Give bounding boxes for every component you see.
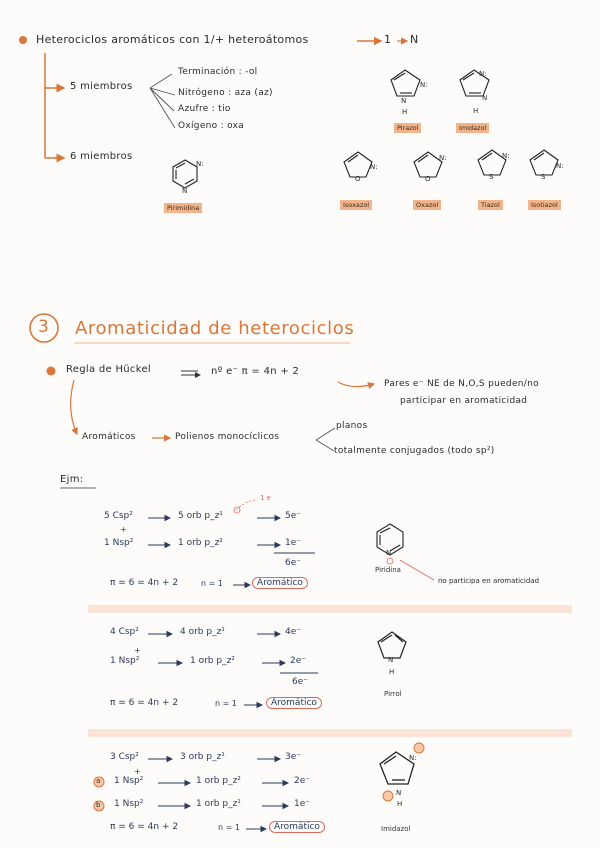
brace <box>316 428 335 451</box>
arrow <box>71 380 77 434</box>
isoxazol-structure <box>344 152 372 177</box>
ex3-line3c: 1e⁻ <box>294 799 311 809</box>
atom-label: N: <box>420 81 428 89</box>
atom-label: N: <box>370 163 378 171</box>
molecule-tag: Tiazol <box>478 200 503 210</box>
ex1-molecule-name: Piridina <box>375 566 401 574</box>
atom-label: N: <box>502 152 510 160</box>
planos-label: planos <box>336 421 368 431</box>
tree-branch <box>45 53 62 158</box>
ex3-pi: π = 6 = 4n + 2 <box>110 822 179 832</box>
ex3-line1c: 3e⁻ <box>285 752 302 762</box>
bullet-dot <box>19 36 27 44</box>
polienos-label: Polienos monocíclicos <box>175 432 280 442</box>
ex2-total: 6e⁻ <box>292 677 309 687</box>
molecule-tag: Imidazol <box>456 123 489 133</box>
ex1-sup: 1 e <box>260 494 271 502</box>
atom-label: N <box>386 549 392 557</box>
atom-label: H <box>397 800 403 808</box>
huckel-rule: Regla de Hückel <box>66 364 151 375</box>
pirimidina-structure <box>173 160 197 188</box>
separator-band <box>88 729 572 737</box>
ex1-line2a: 1 Nsp² <box>104 538 134 548</box>
heading-result: 1 <box>384 33 392 46</box>
ex1-line1a: 5 Csp² <box>104 511 133 521</box>
atom-label: N <box>388 656 394 664</box>
separator-band <box>88 605 572 613</box>
section-number: 3 <box>38 317 49 337</box>
heading-result-atom: N <box>410 33 419 46</box>
molecule-tag: Pirazol <box>394 123 421 133</box>
rule-item: Azufre : tio <box>178 104 231 114</box>
rule-item: Nitrógeno : aza (az) <box>178 88 273 98</box>
ex2-molecule-name: Pirrol <box>384 690 402 698</box>
ex1-line2c: 1e⁻ <box>285 538 302 548</box>
pirrol-structure <box>378 632 406 658</box>
ex1-line1c: 5e⁻ <box>285 511 302 521</box>
ex3-molecule-name: Imidazol <box>381 825 411 833</box>
ex1-result: Aromático <box>252 577 308 589</box>
ex1-pi: π = 6 = 4n + 2 <box>110 578 179 588</box>
molecule-tag: Pirimidina <box>164 203 202 213</box>
ex2-plus: + <box>134 646 141 655</box>
ex1-plus: + <box>120 525 127 534</box>
pirazol-structure <box>391 70 420 96</box>
ex3-line2b: 1 orb p_z² <box>196 776 241 786</box>
ex2-pi: π = 6 = 4n + 2 <box>110 698 179 708</box>
ex2-line1c: 4e⁻ <box>285 627 302 637</box>
ex2-result: Aromático <box>266 697 322 709</box>
ex3-n: n = 1 <box>218 823 240 832</box>
ex3-line2a: 1 Nsp² <box>114 776 144 786</box>
molecule-tag: Isoxazol <box>340 200 372 210</box>
atom-label: N <box>182 187 188 195</box>
ex2-line2a: 1 Nsp² <box>110 656 140 666</box>
five-members-label: 5 miembros <box>70 81 133 92</box>
atom-label: S <box>489 173 494 181</box>
examples-label: Ejm: <box>60 474 84 485</box>
atom-label: O <box>425 175 431 183</box>
ex2-line2b: 1 orb p_z² <box>190 656 235 666</box>
section-heading: Heterociclos aromáticos con 1/+ heteroátomos <box>36 33 309 46</box>
atom-label: H <box>389 668 395 676</box>
arrow <box>400 560 434 580</box>
ex1-note: no participa en aromaticidad <box>438 577 540 585</box>
atom-label: O <box>355 175 361 183</box>
ex3-line1b: 3 orb p_z¹ <box>180 752 225 762</box>
ex1-line1b: 5 orb p_z¹ <box>178 511 223 521</box>
section-title: Aromaticidad de heterociclos <box>75 318 355 339</box>
aromatics-label: Aromáticos <box>82 432 136 442</box>
atom-label: N <box>482 94 488 102</box>
brace <box>150 74 175 128</box>
ex3-marker-b: b <box>96 801 101 809</box>
molecule-tag: Oxazol <box>413 200 441 210</box>
atom-label: N: <box>556 162 564 170</box>
ex3-line3b: 1 orb p_z¹ <box>196 799 241 809</box>
ex3-result: Aromático <box>269 821 325 833</box>
huckel-note-1: Pares e⁻ NE de N,O,S pueden/no <box>384 379 539 389</box>
ex3-plus: + <box>134 767 141 776</box>
ex1-line2b: 1 orb p_z² <box>178 538 223 548</box>
ex3-line3a: 1 Nsp² <box>114 799 144 809</box>
rule-item: Terminación : -ol <box>178 67 258 77</box>
ex3-marker-a: a <box>96 777 101 785</box>
ex1-n: n = 1 <box>201 579 223 588</box>
atom-label: N <box>401 97 407 105</box>
atom-label: S <box>541 173 546 181</box>
ex3-line1a: 3 Csp² <box>110 752 139 762</box>
ex2-line1b: 4 orb p_z¹ <box>180 627 225 637</box>
ex1-total: 6e⁻ <box>285 558 302 568</box>
atom-label: H <box>473 107 479 115</box>
atom-label: H <box>402 108 408 116</box>
molecule-tag: Isotiazol <box>528 200 561 210</box>
ex3-line2c: 2e⁻ <box>294 776 311 786</box>
six-members-label: 6 miembros <box>70 151 133 162</box>
ex2-n: n = 1 <box>215 699 237 708</box>
atom-label: N: <box>439 154 447 162</box>
atom-label: N: <box>196 160 204 168</box>
rule-item: Oxígeno : oxa <box>178 121 245 131</box>
huckel-formula: nº e⁻ π = 4n + 2 <box>211 366 300 377</box>
atom-label: N: <box>409 754 417 762</box>
isotiazol-structure <box>530 150 558 175</box>
arrow <box>338 382 374 387</box>
bullet-dot <box>47 367 56 376</box>
ex2-line2c: 2e⁻ <box>290 656 307 666</box>
huckel-note-2: participar en aromaticidad <box>400 396 528 406</box>
atom-label: N: <box>479 70 487 78</box>
atom-label: N <box>396 789 402 797</box>
oxazol-structure <box>414 152 442 177</box>
conjugados-label: totalmente conjugados (todo sp²) <box>334 446 495 456</box>
ex2-line1a: 4 Csp² <box>110 627 139 637</box>
